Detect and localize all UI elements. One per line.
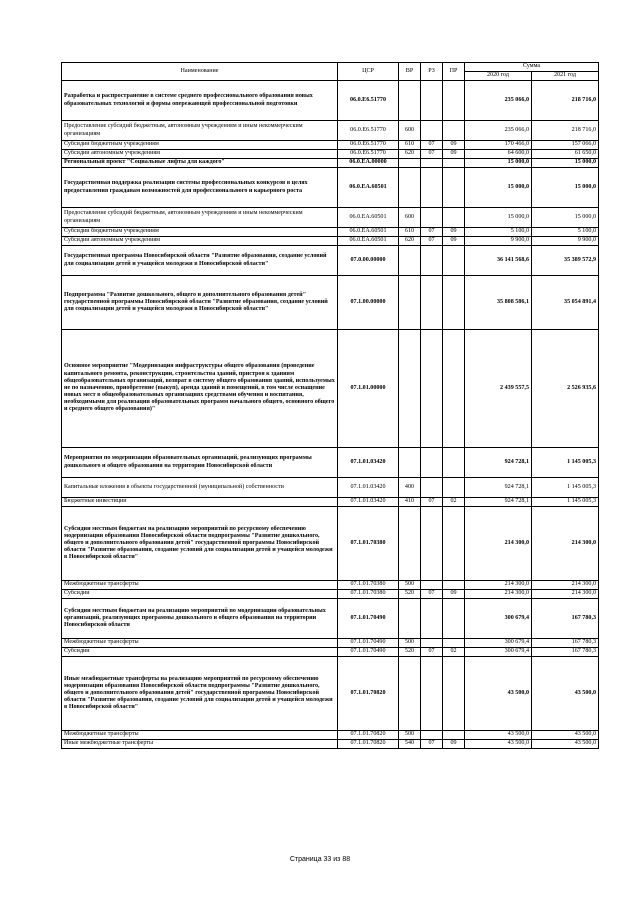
table-body — [62, 81, 599, 749]
cell-rz — [421, 159, 443, 168]
cell-csr: 06.0.E6.51770 — [338, 150, 399, 159]
cell-sum-2021: 15 000,0 — [532, 208, 599, 228]
table-row — [62, 150, 599, 159]
cell-rz — [421, 246, 443, 276]
cell-vr: 620 — [399, 150, 421, 159]
cell-rz — [421, 448, 443, 478]
cell-name: Предоставление субсидий бюджетным, автономным учреждениям и иным некоммерческим организациям — [62, 208, 338, 228]
cell-rz: 07 — [421, 590, 443, 599]
cell-vr: 620 — [399, 237, 421, 246]
header-vr: ВР — [399, 63, 421, 81]
cell-sum-2020: 9 900,0 — [465, 237, 532, 246]
cell-sum-2021: 35 389 572,9 — [532, 246, 599, 276]
table-row — [62, 81, 599, 121]
cell-rz — [421, 168, 443, 208]
table-row — [62, 657, 599, 731]
table-row — [62, 648, 599, 657]
cell-vr: 520 — [399, 648, 421, 657]
cell-csr: 06.0.EA.00000 — [338, 159, 399, 168]
table-row — [62, 276, 599, 330]
table-row — [62, 168, 599, 208]
cell-sum-2021: 2 526 935,6 — [532, 330, 599, 448]
cell-sum-2020: 924 728,1 — [465, 448, 532, 478]
table-row — [62, 228, 599, 237]
cell-sum-2021: 15 000,0 — [532, 168, 599, 208]
cell-name: Субсидии местным бюджетам на реализацию мероприятий по ресурсному обеспечению модернизации образования Новосибирской области подпрограммы "Развитие дошкольного, общего и дополнительного образования детей" государственной программы Новосибирской области "Развитие образования, создание условий для социализации детей и учащейся молодежи в Новосибирской области" — [62, 507, 338, 581]
cell-pr: 09 — [443, 228, 465, 237]
cell-vr — [399, 81, 421, 121]
cell-sum-2020: 64 600,0 — [465, 150, 532, 159]
cell-csr: 06.0.EA.60501 — [338, 237, 399, 246]
cell-pr — [443, 81, 465, 121]
cell-sum-2021: 43 500,0 — [532, 740, 599, 749]
cell-vr: 410 — [399, 498, 421, 507]
cell-vr: 610 — [399, 141, 421, 150]
cell-csr: 07.1.01.70490 — [338, 639, 399, 648]
cell-sum-2021: 1 145 005,3 — [532, 498, 599, 507]
cell-sum-2020: 43 500,0 — [465, 740, 532, 749]
cell-sum-2021: 167 780,3 — [532, 639, 599, 648]
cell-rz — [421, 276, 443, 330]
table-row — [62, 507, 599, 581]
cell-csr: 07.1.01.03420 — [338, 478, 399, 498]
table-row — [62, 246, 599, 276]
cell-sum-2021: 61 650,0 — [532, 150, 599, 159]
cell-pr: 09 — [443, 141, 465, 150]
cell-sum-2021: 1 145 005,3 — [532, 448, 599, 478]
cell-pr — [443, 330, 465, 448]
cell-vr: 500 — [399, 639, 421, 648]
cell-csr: 07.1.01.03420 — [338, 448, 399, 478]
cell-sum-2021: 218 716,0 — [532, 81, 599, 121]
cell-csr: 06.0.EA.60501 — [338, 228, 399, 237]
table-row — [62, 237, 599, 246]
cell-name: Государственная программа Новосибирской области "Развитие образования, создание условий для социализации детей и учащейся молодежи в Новосибирской области" — [62, 246, 338, 276]
cell-sum-2021: 9 900,0 — [532, 237, 599, 246]
header-csr: ЦСР — [338, 63, 399, 81]
cell-pr — [443, 731, 465, 740]
header-sum: Сумма — [465, 63, 599, 72]
cell-sum-2020: 300 679,4 — [465, 599, 532, 639]
cell-vr: 520 — [399, 590, 421, 599]
cell-vr: 540 — [399, 740, 421, 749]
cell-name: Государственная поддержка реализации системы профессиональных конкурсов в целях предоставления гражданам возможностей для профессионального и карьерного роста — [62, 168, 338, 208]
cell-pr — [443, 657, 465, 731]
cell-rz — [421, 731, 443, 740]
cell-pr: 02 — [443, 498, 465, 507]
cell-name: Субсидии бюджетным учреждениям — [62, 228, 338, 237]
cell-csr: 07.1.01.03420 — [338, 498, 399, 507]
cell-csr: 06.0.E6.51770 — [338, 141, 399, 150]
cell-rz: 07 — [421, 228, 443, 237]
table-row — [62, 478, 599, 498]
cell-sum-2020: 300 679,4 — [465, 648, 532, 657]
cell-csr: 07.1.01.70490 — [338, 599, 399, 639]
cell-sum-2021: 1 145 005,3 — [532, 478, 599, 498]
cell-sum-2020: 2 439 557,5 — [465, 330, 532, 448]
header-year-2021: 2021 год — [532, 72, 599, 81]
table-header — [62, 63, 599, 81]
cell-csr: 07.1.00.00000 — [338, 276, 399, 330]
cell-csr: 07.1.01.70490 — [338, 648, 399, 657]
cell-vr: 610 — [399, 228, 421, 237]
cell-sum-2020: 35 808 586,1 — [465, 276, 532, 330]
cell-name: Иные межбюджетные трансферты — [62, 740, 338, 749]
cell-sum-2020: 300 679,4 — [465, 639, 532, 648]
cell-name: Субсидии — [62, 590, 338, 599]
cell-rz — [421, 478, 443, 498]
cell-sum-2020: 43 500,0 — [465, 731, 532, 740]
cell-sum-2021: 167 780,3 — [532, 599, 599, 639]
table-row — [62, 731, 599, 740]
cell-csr: 07.1.01.70380 — [338, 590, 399, 599]
cell-rz — [421, 599, 443, 639]
cell-sum-2021: 157 066,0 — [532, 141, 599, 150]
cell-vr — [399, 330, 421, 448]
cell-name: Субсидии автономным учреждениям — [62, 150, 338, 159]
cell-pr — [443, 159, 465, 168]
cell-pr — [443, 639, 465, 648]
cell-sum-2021: 15 000,0 — [532, 159, 599, 168]
cell-rz — [421, 121, 443, 141]
cell-csr: 07.1.01.70820 — [338, 731, 399, 740]
cell-csr: 07.1.01.70380 — [338, 581, 399, 590]
cell-name: Мероприятия по модернизации образовательных организаций, реализующих программы дошкольного и общего образования на территории Новосибирской области — [62, 448, 338, 478]
cell-vr — [399, 276, 421, 330]
cell-sum-2021: 167 780,3 — [532, 648, 599, 657]
cell-vr: 600 — [399, 208, 421, 228]
cell-csr: 06.0.E6.51770 — [338, 81, 399, 121]
cell-sum-2020: 15 000,0 — [465, 168, 532, 208]
cell-name: Разработка и распространение в системе среднего профессионального образования новых образовательных технологий и формы опережающей профессиональной подготовки — [62, 81, 338, 121]
cell-pr — [443, 246, 465, 276]
cell-rz — [421, 208, 443, 228]
cell-rz: 07 — [421, 237, 443, 246]
cell-sum-2021: 35 054 891,4 — [532, 276, 599, 330]
cell-name: Капитальные вложения в объекты государственной (муниципальной) собственности — [62, 478, 338, 498]
cell-csr: 07.1.01.70820 — [338, 657, 399, 731]
cell-csr: 07.1.01.70380 — [338, 507, 399, 581]
cell-name: Межбюджетные трансферты — [62, 581, 338, 590]
cell-sum-2020: 15 000,0 — [465, 208, 532, 228]
table-row — [62, 740, 599, 749]
cell-rz — [421, 639, 443, 648]
cell-pr: 09 — [443, 740, 465, 749]
header-pr: ПР — [443, 63, 465, 81]
table-row — [62, 498, 599, 507]
cell-pr: 02 — [443, 648, 465, 657]
cell-csr: 06.0.E6.51770 — [338, 121, 399, 141]
cell-csr: 07.1.01.00000 — [338, 330, 399, 448]
cell-vr — [399, 159, 421, 168]
cell-sum-2021: 43 500,0 — [532, 731, 599, 740]
cell-vr: 400 — [399, 478, 421, 498]
cell-csr: 06.0.EA.60501 — [338, 168, 399, 208]
cell-sum-2021: 214 300,0 — [532, 507, 599, 581]
page-footer: Страница 33 из 88 — [289, 856, 351, 863]
cell-rz — [421, 81, 443, 121]
cell-name: Межбюджетные трансферты — [62, 639, 338, 648]
cell-vr: 600 — [399, 121, 421, 141]
cell-vr — [399, 246, 421, 276]
cell-rz — [421, 581, 443, 590]
cell-csr: 07.0.00.00000 — [338, 246, 399, 276]
table-row — [62, 330, 599, 448]
cell-sum-2020: 43 500,0 — [465, 657, 532, 731]
cell-pr — [443, 478, 465, 498]
cell-rz: 07 — [421, 141, 443, 150]
cell-name: Региональный проект "Социальные лифты для каждого" — [62, 159, 338, 168]
cell-sum-2020: 15 000,0 — [465, 159, 532, 168]
cell-sum-2021: 214 300,0 — [532, 581, 599, 590]
cell-name: Субсидии — [62, 648, 338, 657]
cell-sum-2020: 214 300,0 — [465, 590, 532, 599]
cell-vr — [399, 168, 421, 208]
cell-sum-2020: 235 066,0 — [465, 121, 532, 141]
cell-sum-2020: 235 066,0 — [465, 81, 532, 121]
cell-csr: 06.0.EA.60501 — [338, 208, 399, 228]
header-rz: РЗ — [421, 63, 443, 81]
cell-csr: 07.1.01.70820 — [338, 740, 399, 749]
cell-vr — [399, 507, 421, 581]
cell-sum-2021: 5 100,0 — [532, 228, 599, 237]
cell-name: Основное мероприятие "Модернизация инфраструктуры общего образования (проведение капитального ремонта, реконструкции, строительства зданий, пристроя к зданиям общеобразовательных организаций, возврат в систему общего образования зданий, используемых не по назначению, приобретение (выкуп), аренда зданий и помещений, в том числе оснащение новых мест в общеобразовательных организациях средствами обучения и воспитания, необходимыми для реализации образовательных программ начального общего, основного общего и среднего общего образования)" — [62, 330, 338, 448]
table-row — [62, 448, 599, 478]
cell-sum-2021: 218 716,0 — [532, 121, 599, 141]
cell-pr — [443, 448, 465, 478]
cell-rz: 07 — [421, 498, 443, 507]
budget-table — [61, 62, 599, 749]
cell-sum-2021: 43 500,0 — [532, 657, 599, 731]
header-name: Наименование — [62, 63, 338, 81]
table-row — [62, 208, 599, 228]
cell-sum-2020: 214 300,0 — [465, 507, 532, 581]
table-row — [62, 159, 599, 168]
cell-name: Межбюджетные трансферты — [62, 731, 338, 740]
cell-pr — [443, 581, 465, 590]
table-row — [62, 121, 599, 141]
cell-rz: 07 — [421, 740, 443, 749]
cell-sum-2020: 36 141 568,6 — [465, 246, 532, 276]
cell-pr: 09 — [443, 590, 465, 599]
cell-vr — [399, 657, 421, 731]
cell-vr: 500 — [399, 731, 421, 740]
cell-pr: 09 — [443, 150, 465, 159]
cell-name: Субсидии автономным учреждениям — [62, 237, 338, 246]
cell-name: Подпрограмма "Развитие дошкольного, общего и дополнительного образования детей" государственной программы Новосибирской области "Развитие образования, создание условий для социализации детей и учащейся молодежи в Новосибирской области" — [62, 276, 338, 330]
budget-table-sheet — [61, 62, 598, 749]
cell-pr — [443, 276, 465, 330]
cell-sum-2020: 924 728,1 — [465, 498, 532, 507]
cell-pr: 09 — [443, 237, 465, 246]
cell-pr — [443, 599, 465, 639]
cell-sum-2020: 5 100,0 — [465, 228, 532, 237]
cell-vr — [399, 599, 421, 639]
cell-rz — [421, 657, 443, 731]
table-row — [62, 141, 599, 150]
table-row — [62, 581, 599, 590]
cell-name: Иные межбюджетные трансферты на реализацию мероприятий по ресурсному обеспечению модернизации образования Новосибирской области подпрограммы "Развитие дошкольного, общего и дополнительного образования детей" государственной программы Новосибирской области "Развитие образования, создание условий для социализации детей и учащейся молодежи в Новосибирской области" — [62, 657, 338, 731]
cell-rz — [421, 507, 443, 581]
cell-rz: 07 — [421, 648, 443, 657]
cell-vr: 500 — [399, 581, 421, 590]
cell-vr — [399, 448, 421, 478]
header-year-2020: 2020 год — [465, 72, 532, 81]
cell-name: Бюджетные инвестиции — [62, 498, 338, 507]
cell-pr — [443, 507, 465, 581]
cell-sum-2020: 170 466,0 — [465, 141, 532, 150]
cell-rz — [421, 330, 443, 448]
cell-sum-2020: 924 728,1 — [465, 478, 532, 498]
cell-pr — [443, 208, 465, 228]
cell-name: Предоставление субсидий бюджетным, автономным учреждениям и иным некоммерческим организациям — [62, 121, 338, 141]
cell-sum-2021: 214 300,0 — [532, 590, 599, 599]
table-row — [62, 599, 599, 639]
cell-sum-2020: 214 300,0 — [465, 581, 532, 590]
cell-pr — [443, 121, 465, 141]
cell-name: Субсидии местным бюджетам на реализацию мероприятий по модернизации образовательных организаций, реализующих программы дошкольного и общего образования на территории Новосибирской области — [62, 599, 338, 639]
cell-pr — [443, 168, 465, 208]
cell-name: Субсидии бюджетным учреждениям — [62, 141, 338, 150]
table-row — [62, 590, 599, 599]
cell-rz: 07 — [421, 150, 443, 159]
table-row — [62, 639, 599, 648]
